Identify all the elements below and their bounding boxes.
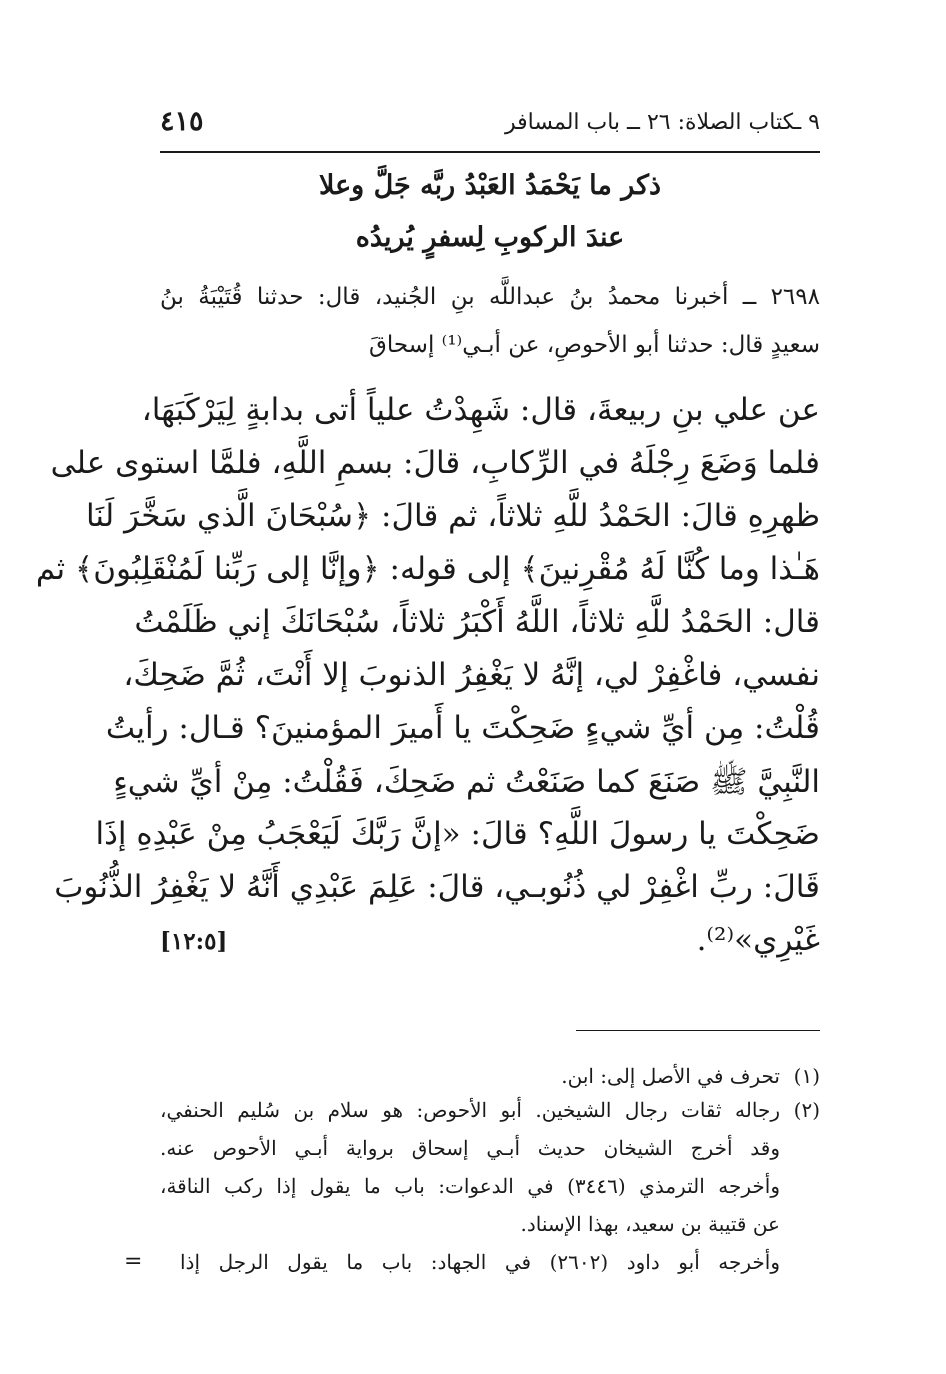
footnote-line: عن قتيبة بن سعيد، بهذا الإسناد. xyxy=(520,1212,780,1236)
matn-line: ظهرِهِ قالَ: الحَمْدُ للَّهِ ثلاثاً، ثم قالَ: ﴿سُبْحَانَ الَّذي سَخَّرَ لَنَا xyxy=(85,498,820,534)
matn-line: قَالَ: ربِّ اغْفِرْ لي ذُنُوبـي، قالَ: عَلِمَ عَبْدِي أَنَّهُ لا يَغْفِرُ الذُّنُوبَ xyxy=(54,869,820,905)
footnote-line: وأخرجه أبو داود (٢٦٠٢) في الجهاد: باب ما يقول الرجل إذا xyxy=(180,1250,781,1274)
footnote-rule xyxy=(576,1030,820,1031)
chapter-title-line-2: عندَ الركوبِ لِسفرٍ يُريدُه xyxy=(355,222,625,253)
header-rule xyxy=(160,151,820,153)
footnote-number: (١) xyxy=(793,1064,820,1088)
matn-line: ضَحِكْتَ يا رسولَ اللَّهِ؟ قالَ: «إنَّ رَبَّكَ لَيَعْجَبُ مِنْ عَبْدِهِ إذَا xyxy=(95,816,820,852)
footnote-line: وقد أخرج الشيخان حديث أبـي إسحاق برواية أبـي الأحوص عنه. xyxy=(160,1136,780,1160)
matn-line: غَيْرِي»⁽²⁾. xyxy=(696,922,820,958)
matn-line: نفسي، فاغْفِرْ لي، إنَّهُ لا يَغْفِرُ الذنوبَ إلا أَنْتَ، ثُمَّ ضَحِكَ، xyxy=(123,657,820,693)
matn-line: عن علي بنِ ربيعةَ، قال: شَهِدْتُ علياً أتى بدابةٍ لِيَرْكَبَهَا، xyxy=(141,392,820,428)
matn-line: فلما وَضَعَ رِجْلَهُ في الرِّكابِ، قالَ: بسمِ اللَّهِ، فلمَّا استوى على xyxy=(50,445,820,481)
matn-line: قال: الحَمْدُ للَّهِ ثلاثاً، اللَّهُ أَكْبَرُ ثلاثاً، سُبْحَانَكَ إني ظَلَمْتُ xyxy=(134,604,820,640)
hadith-reference: [١٢:٥] xyxy=(160,928,228,955)
footnote-line: رجاله ثقات رجال الشيخين. أبو الأحوص: هو سلام بن سُليم الحنفي، xyxy=(160,1098,780,1122)
matn-line: النَّبِيَّ ﷺ صَنَعَ كما صَنَعْتُ ثم ضَحِكَ، فَقُلْتُ: مِنْ أيِّ شيءٍ xyxy=(113,764,820,800)
running-head: ٩ ـكتاب الصلاة: ٢٦ ــ باب المسافر xyxy=(505,110,820,135)
continuation-mark: = xyxy=(124,1249,143,1274)
isnad-line: ٢٦٩٨ ــ أخبرنا محمدُ بنُ عبداللَّه بنِ الجُنيد، قال: حدثنا قُتَيْبَةُ بنُ xyxy=(160,284,820,310)
page-header xyxy=(160,104,820,150)
page-number: ٤١٥ xyxy=(160,106,204,137)
matn-line: قُلْتُ: مِن أيِّ شيءٍ ضَحِكْتَ يا أَميرَ المؤمنينَ؟ قـال: رأيتُ xyxy=(105,710,820,746)
footnote-line: وأخرجه الترمذي (٣٤٤٦) في الدعوات: باب ما يقول إذا ركب الناقة، xyxy=(160,1174,780,1198)
footnote-line: تحرف في الأصل إلى: ابن. xyxy=(561,1064,780,1088)
matn-line: هَـٰذا وما كُنَّا لَهُ مُقْرِنينَ﴾ إلى قوله: ﴿وإنَّا إلى رَبِّنا لَمُنْقَلِبُونَ﴾ ثم xyxy=(35,551,820,587)
footnote-number: (٢) xyxy=(793,1098,820,1122)
chapter-title-line-1: ذكر ما يَحْمَدُ العَبْدُ ربَّه جَلَّ وعلا xyxy=(318,170,662,201)
isnad-line: سعيدٍ قال: حدثنا أبو الأحوصِ، عن أبـي⁽¹⁾ إسحاقَ xyxy=(368,332,820,358)
